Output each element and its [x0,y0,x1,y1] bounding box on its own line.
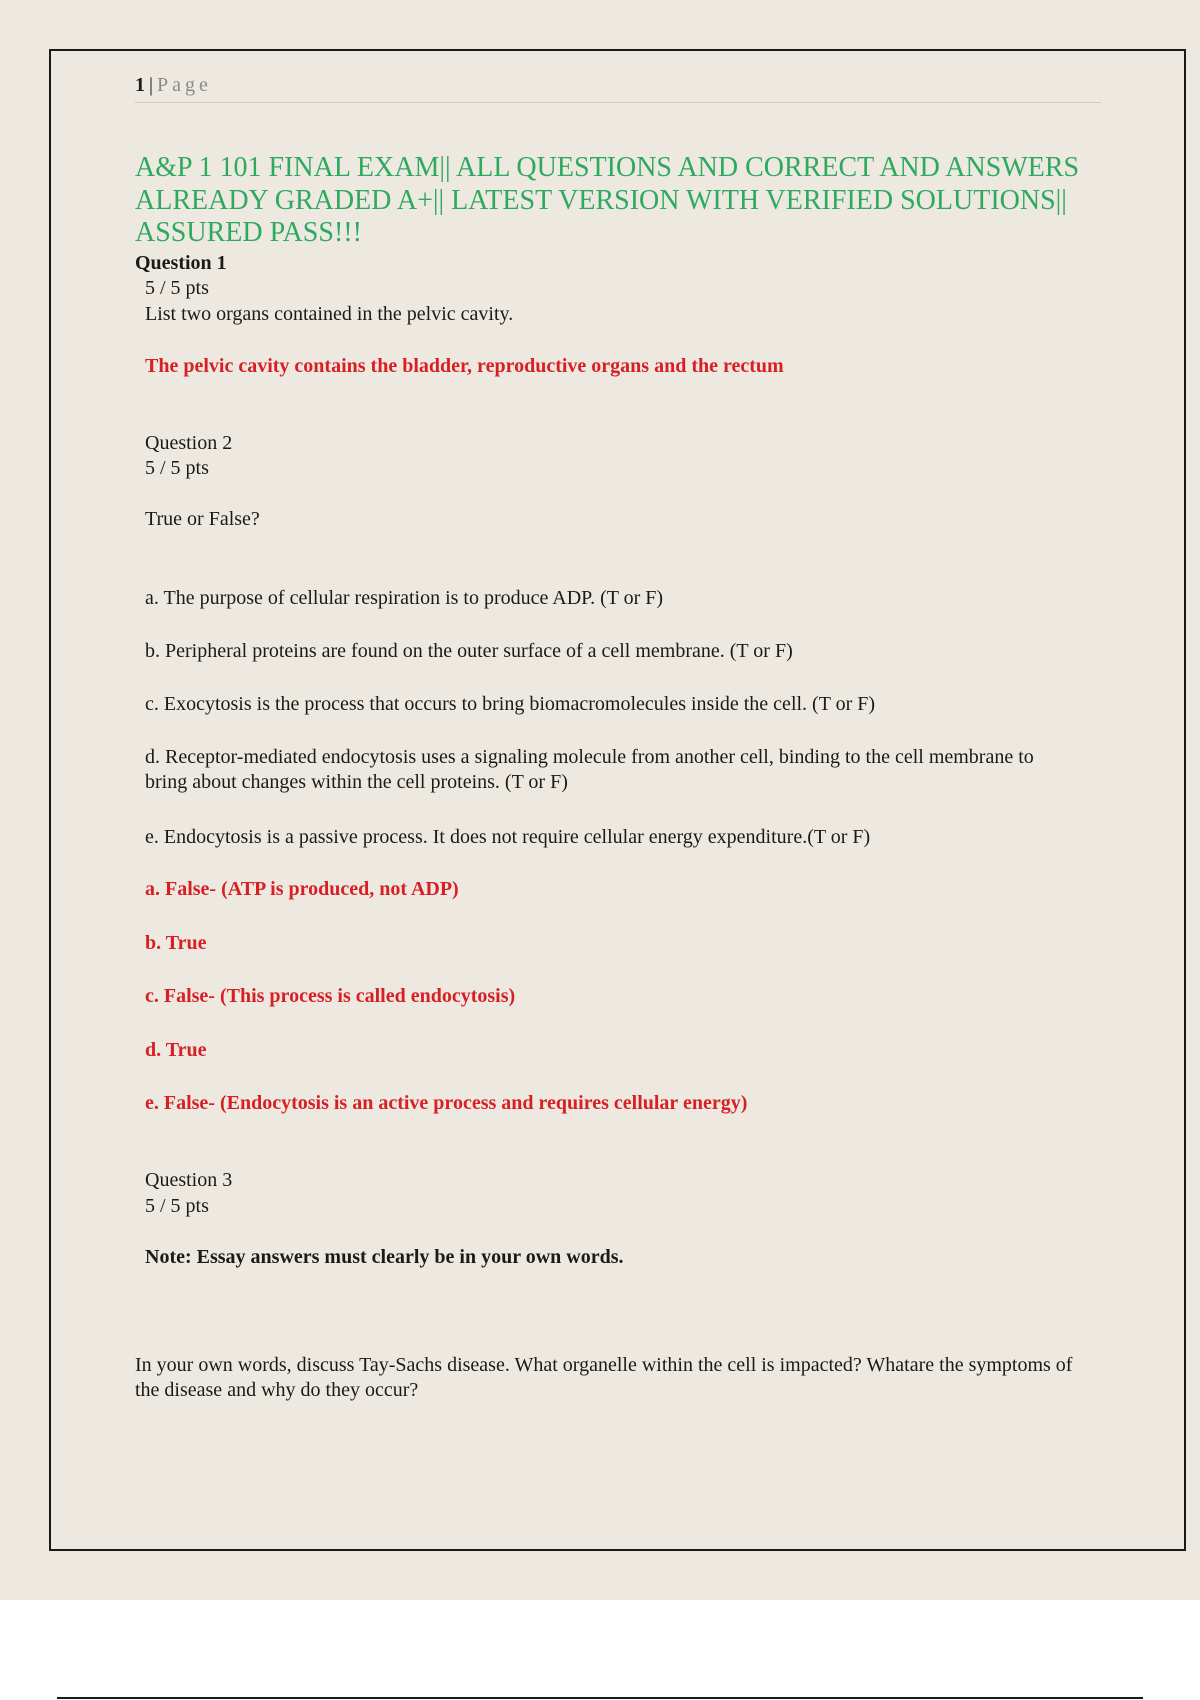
question-1-heading: Question 1 [135,252,227,274]
header-separator: | [149,74,154,96]
page-number: 1 [135,74,145,96]
page-label: Page [157,74,212,96]
question-2-item: c. Exocytosis is the process that occurs to bring biomacromolecules inside the cell. (T or F) [145,693,876,715]
question-2-answer: c. False- (This process is called endocytosis) [145,985,516,1007]
question-2-item: d. Receptor-mediated endocytosis uses a signaling molecule from another cell, binding to the cell membrane to bring about changes within the cell proteins. (T or F) [145,746,1034,793]
question-3-note: Note: Essay answers must clearly be in your own words. [145,1246,624,1268]
question-2-points: 5 / 5 pts [145,457,209,479]
question-2-answer: e. False- (Endocytosis is an active process and requires cellular energy) [145,1092,748,1114]
question-1-points: 5 / 5 pts [145,277,209,299]
question-3-heading: Question 3 [145,1169,233,1191]
question-1-prompt: List two organs contained in the pelvic cavity. [145,303,514,325]
question-2-heading: Question 2 [145,432,233,454]
question-2-prompt: True or False? [145,508,260,530]
question-1-answer: The pelvic cavity contains the bladder, reproductive organs and the rectum [145,355,784,377]
question-3-prompt: In your own words, discuss Tay-Sachs disease. What organelle within the cell is impacted? Whatare the symptoms of the disease and why do they occur? [135,1354,1073,1401]
question-2-answer: d. True [145,1039,207,1061]
page-header [135,72,1101,103]
footer-rule [57,1697,1143,1699]
question-2-answer: b. True [145,932,207,954]
question-3-points: 5 / 5 pts [145,1195,209,1217]
document-title: A&P 1 101 FINAL EXAM|| ALL QUESTIONS AND CORRECT AND ANSWERS ALREADY GRADED A+|| LATEST VERSION WITH VERIFIED SOLUTIONS|| ASSURED PASS!!! [135,152,1080,248]
question-2-answer: a. False- (ATP is produced, not ADP) [145,878,459,900]
question-2-item: b. Peripheral proteins are found on the outer surface of a cell membrane. (T or F) [145,640,793,662]
question-2-item: a. The purpose of cellular respiration is to produce ADP. (T or F) [145,587,664,609]
question-2-item: e. Endocytosis is a passive process. It does not require cellular energy expenditure.(T or F) [145,826,871,848]
